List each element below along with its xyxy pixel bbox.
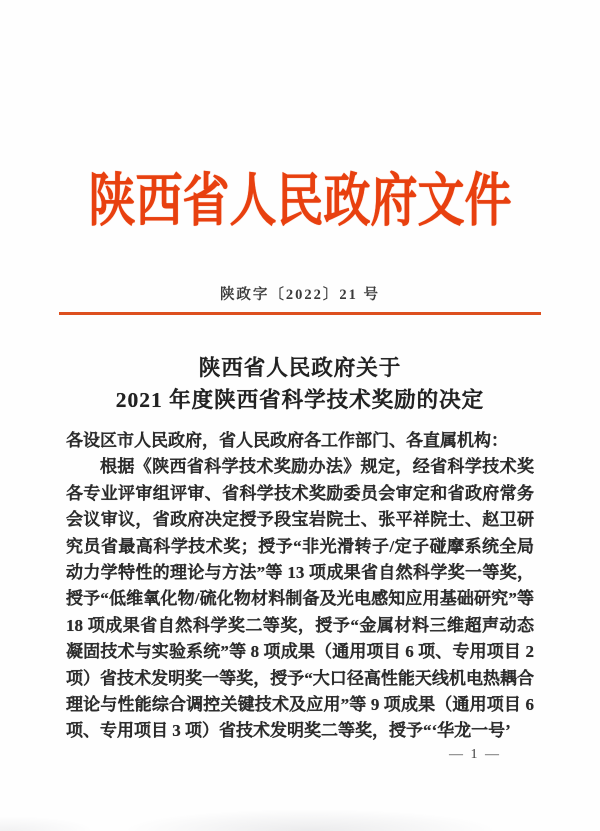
red-divider-line: [59, 312, 541, 315]
scan-artifact-bottom: [120, 809, 500, 831]
salutation-line: 各设区市人民政府，省人民政府各工作部门、各直属机构：: [66, 431, 508, 450]
document-title: [0, 352, 600, 416]
page-number: — 1 —: [449, 747, 501, 762]
document-title-line1: 陕西省人民政府关于: [198, 356, 402, 380]
document-title-line2: 2021 年度陕西省科学技术奖励的决定: [115, 388, 485, 412]
document-body: [66, 428, 534, 748]
body-paragraph: 根据《陕西省科学技术奖励办法》规定，经省科学技术奖各专业评审组评审、省科学技术奖励委员会审定和省政府常务会议审议，省政府决定授予段宝岩院士、张平祥院士、赵卫研究员省最高科学技术奖；授予“非光滑转子/定子碰摩系统全局动力学特性的理论与方法”等 13 项成果省自然科学奖一等奖，授予“低维氧化物/硫化物材料制备及光电感知应用基础研究”等 18 项成果省自然科学奖二等奖，授予“金属材料三维超声动态凝固技术与实验系统”等 8 项成果（通用项目 6 项、专用项目 2 项）省技术发明奖一等奖，授予“大口径高性能天线机电热耦合理论与性能综合调控关键技术及应用”等 9 项成果（通用项目 6 项、专用项目 3 项）省技术发明奖二等奖，授予“‘华龙一号’: [66, 457, 534, 741]
document-number: 陕政字〔2022〕21 号: [219, 287, 381, 303]
masthead-title: 陕西省人民政府文件: [88, 170, 512, 234]
scan-artifact-corner: [0, 817, 90, 831]
